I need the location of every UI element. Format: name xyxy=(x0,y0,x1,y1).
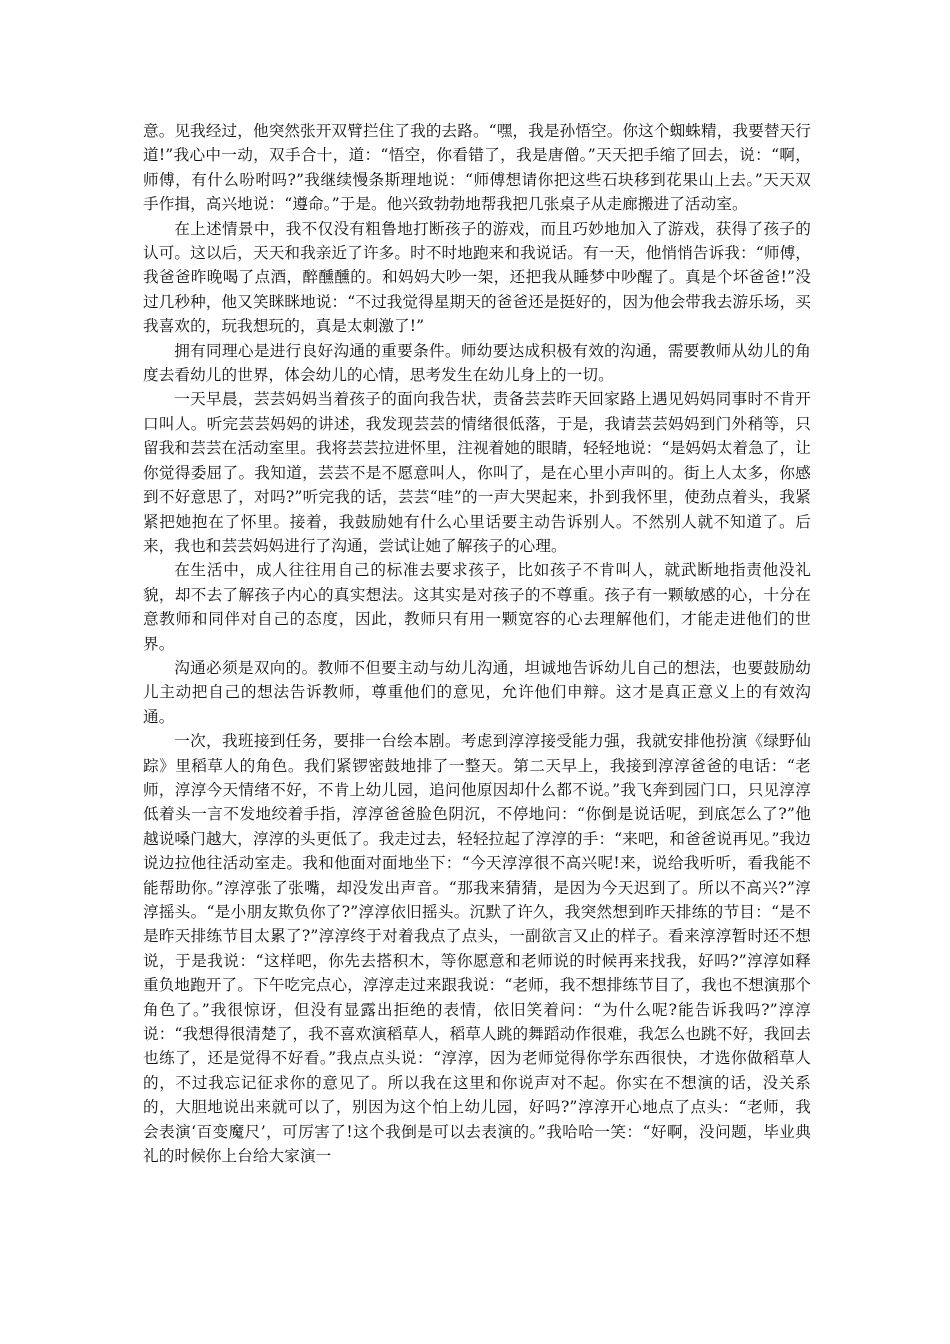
paragraph-4: 一天早晨，芸芸妈妈当着孩子的面向我告状，责备芸芸昨天回家路上遇见妈妈同事时不肯开口叫人。听完芸芸妈妈的讲述，我发现芸芸的情绪很低落，于是，我请芸芸妈妈到门外稍等，只留我和芸芸在活动室里。我将芸芸拉进怀里，注视着她的眼睛，轻轻地说：“是妈妈太着急了，让你觉得委屈了。我知道，芸芸不是不愿意叫人，你叫了，是在心里小声叫的。街上人太多，你感到不好意思了，对吗?”听完我的话，芸芸“哇”的一声大哭起来，扑到我怀里，使劲点着头，我紧紧把她抱在了怀里。接着，我鼓励她有什么心里话要主动告诉别人。不然别人就不知道了。后来，我也和芸芸妈妈进行了沟通，尝试让她了解孩子的心理。 xyxy=(143,390,811,555)
paragraph-3: 拥有同理心是进行良好沟通的重要条件。师幼要达成积极有效的沟通，需要教师从幼儿的角度去看幼儿的世界，体会幼儿的心情，思考发生在幼儿身上的一切。 xyxy=(143,341,811,385)
paragraph-2: 在上述情景中，我不仅没有粗鲁地打断孩子的游戏，而且巧妙地加入了游戏，获得了孩子的认可。这以后，天天和我亲近了许多。时不时地跑来和我说话。有一天，他悄悄告诉我：“师傅，我爸爸昨晚喝了点酒，醉醺醺的。和妈妈大吵一架，还把我从睡梦中吵醒了。真是个坏爸爸!”没过几秒种，他又笑眯眯地说：“不过我觉得星期天的爸爸还是挺好的，因为他会带我去游乐场，买我喜欢的，玩我想玩的，真是太刺激了!” xyxy=(143,219,811,336)
document-body xyxy=(143,119,811,1168)
paragraph-7: 一次，我班接到任务，要排一台绘本剧。考虑到淳淳接受能力强，我就安排他扮演《绿野仙踪》里稻草人的角色。我们紧锣密鼓地排了一整天。第二天早上，我接到淳淳爸爸的电话：“老师，淳淳今天情绪不好，不肯上幼儿园，追问他原因却什么都不说。”我飞奔到园门口，只见淳淳低着头一言不发地绞着手指，淳淳爸爸脸色阴沉，不停地问：“你倒是说话呢，到底怎么了?”他越说嗓门越大，淳淳的头更低了。我走过去，轻轻拉起了淳淳的手：“来吧，和爸爸说再见。”我边说边拉他往活动室走。我和他面对面地坐下：“今天淳淳很不高兴呢!来，说给我听听，看我能不能帮助你。”淳淳张了张嘴，却没发出声音。“那我来猜猜，是因为今天迟到了。所以不高兴?”淳淳摇头。“是小朋友欺负你了?”淳淳依旧摇头。沉默了许久，我突然想到昨天排练的节目：“是不是昨天排练节目太累了?”淳淳终于对着我点了点头，一副欲言又止的样子。看来淳淳暂时还不想说，于是我说：“这样吧，你先去搭积木，等你愿意和老师说的时候再来找我，好吗?”淳淳如释重负地跑开了。下午吃完点心，淳淳走过来跟我说：“老师，我不想排练节目了，我也不想演那个角色了。”我很惊讶，但没有显露出拒绝的表情，依旧笑着问：“为什么呢?能告诉我吗?”淳淳说：“我想得很清楚了，我不喜欢演稻草人，稻草人跳的舞蹈动作很难，我怎么也跳不好，我回去也练了，还是觉得不好看。”我点点头说：“淳淳，因为老师觉得你学东西很快，才选你做稻草人的，不过我忘记征求你的意见了。所以我在这里和你说声对不起。你实在不想演的话，没关系的，大胆地说出来就可以了，别因为这个怕上幼儿园，好吗?”淳淳开心地点了点头：“老师，我会表演‘百变魔尺’，可厉害了!这个我倒是可以去表演的。”我哈哈一笑：“好啊，没问题，毕业典礼的时候你上台给大家演一 xyxy=(143,732,811,1166)
paragraph-5: 在生活中，成人往往用自己的标准去要求孩子，比如孩子不肯叫人，就武断地指责他没礼貌，却不去了解孩子内心的真实想法。这其实是对孩子的不尊重。孩子有一颗敏感的心，十分在意教师和同伴对自己的态度，因此，教师只有用一颗宽容的心去理解他们，才能走进他们的世界。 xyxy=(143,561,811,653)
paragraph-1: 意。见我经过，他突然张开双臂拦住了我的去路。“嘿，我是孙悟空。你这个蜘蛛精，我要替天行道!”我心中一动，双手合十，道：“悟空，你看错了，我是唐僧。”天天把手缩了回去，说：“啊，师傅，有什么吩咐吗?”我继续慢条斯理地说：“师傅想请你把这些石块移到花果山上去。”天天双手作揖，高兴地说：“遵命。”于是。他兴致勃勃地帮我把几张桌子从走廊搬进了活动室。 xyxy=(143,122,811,214)
paragraph-6: 沟通必须是双向的。教师不但要主动与幼儿沟通，坦诚地告诉幼儿自己的想法，也要鼓励幼儿主动把自己的想法告诉教师，尊重他们的意见，允许他们申辩。这才是真正意义上的有效沟通。 xyxy=(143,658,811,726)
